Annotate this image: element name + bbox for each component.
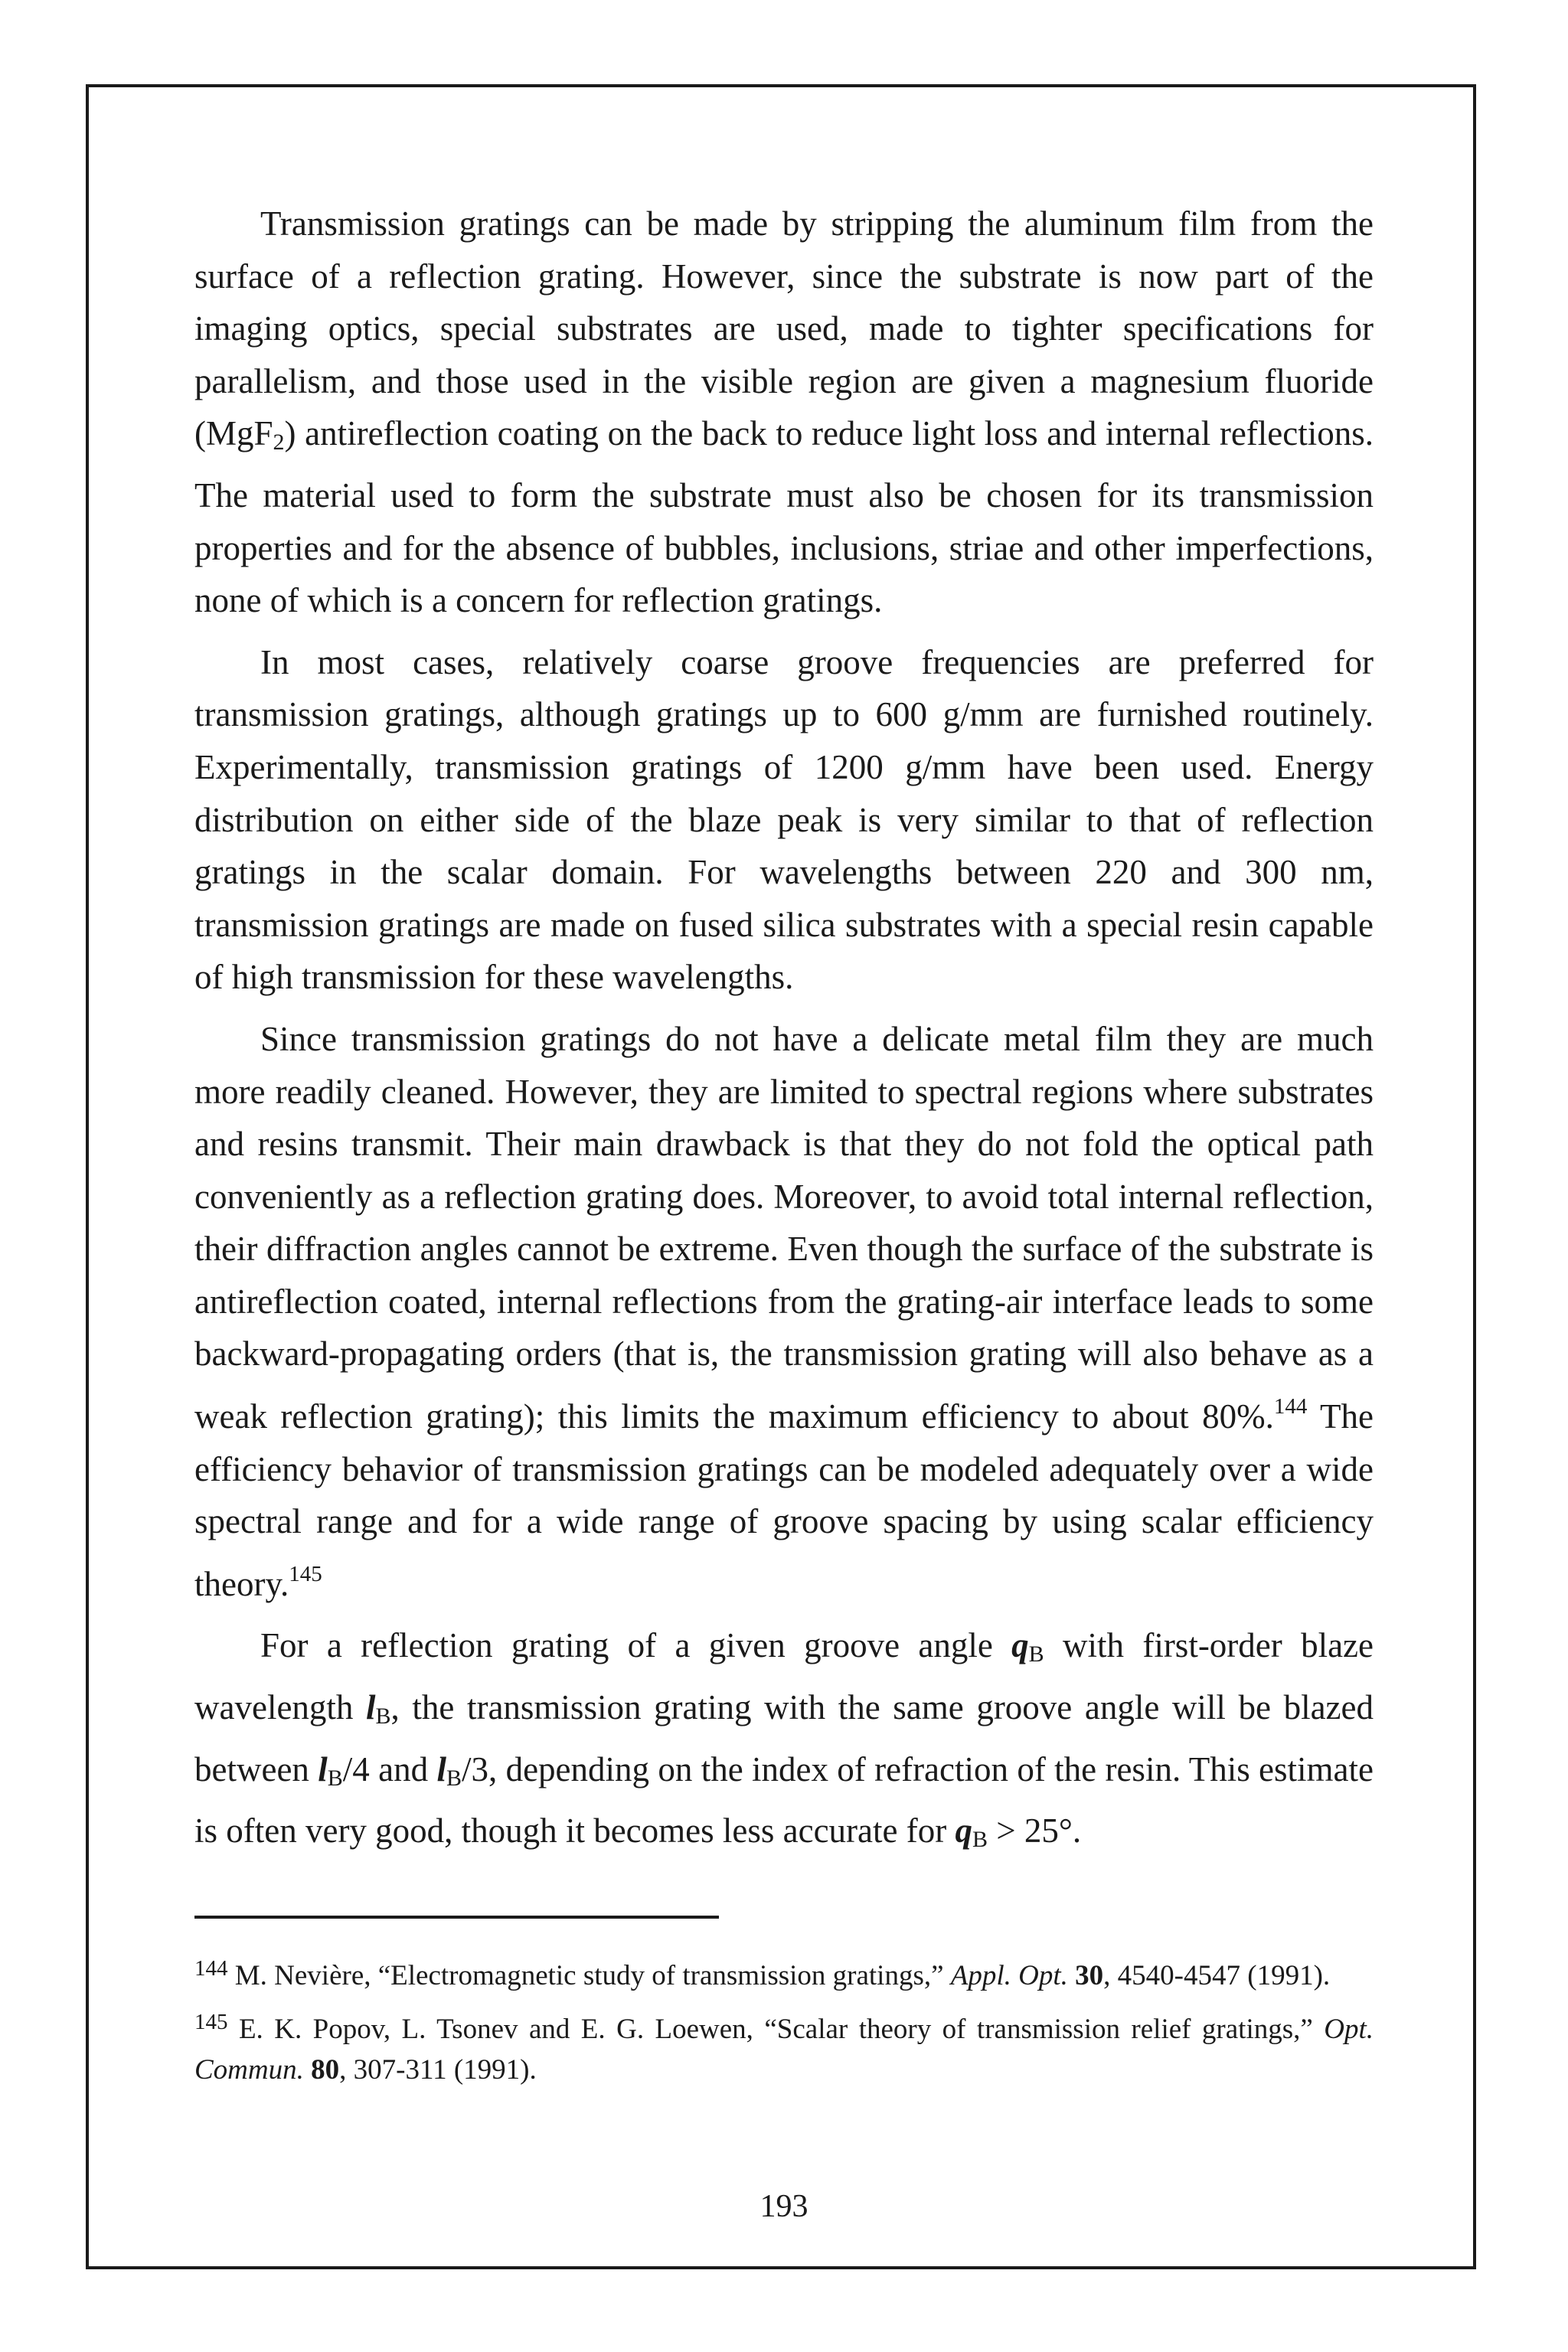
paragraph-4-text-f: > 25°.	[987, 1811, 1082, 1851]
paragraph-1	[194, 198, 1374, 627]
footnote-space	[304, 2054, 311, 2086]
paragraph-4-text-d: /4 and	[342, 1749, 437, 1788]
subscript-B: B	[446, 1765, 462, 1791]
footnote-text-end: , 4540-4547 (1991).	[1103, 1960, 1331, 1991]
theta-symbol: q	[1011, 1626, 1029, 1665]
journal-name: Opt. Commun.	[194, 2014, 1374, 2086]
paragraph-4-text-e: /3, depending on the index of refraction of the resin. This estimate is often very good, though it becomes less accurate for	[194, 1749, 1374, 1851]
body-text	[194, 198, 1374, 1876]
paragraph-2-text: In most cases, relatively coarse groove frequencies are preferred for transmission gratings, although gratings up to 600 g/mm are furnished routinely. Experimentally, transmission gratings of 1200 g/mm have been used. Energy distribution on either side of the blaze peak is very similar to that of reflection gratings in the scalar domain. For wavelengths between 220 and 300 nm, transmission gratings are made on fused silica substrates with a special resin capable of high transmission for these wavelengths.	[194, 642, 1374, 997]
footnote-number: 144	[194, 1956, 228, 1981]
footnotes	[194, 1949, 1374, 2096]
journal-name: Appl. Opt.	[950, 1960, 1068, 1991]
subscript-B: B	[327, 1765, 343, 1791]
paragraph-2	[194, 636, 1374, 1004]
paragraph-1-text: Transmission gratings can be made by stripping the aluminum film from the surface of a reflection grating. However, since the substrate is now part of the imaging optics, special substrates are used, made to tighter specifications for parallelism, and those used in the visible region are given a magnesium fluoride (MgF	[194, 204, 1374, 453]
footnote-space	[1068, 1960, 1075, 1991]
subscript-B: B	[1028, 1642, 1044, 1668]
theta-symbol: q	[955, 1811, 972, 1851]
footnote-ref-145: 145	[289, 1561, 322, 1586]
lambda-symbol: l	[318, 1749, 328, 1788]
volume-number: 30	[1075, 1960, 1104, 1991]
paragraph-3	[194, 1013, 1374, 1611]
footnote-ref-144: 144	[1273, 1394, 1308, 1419]
footnote-separator	[194, 1916, 719, 1919]
page-number: 193	[760, 2189, 808, 2224]
footnote-number: 145	[194, 2010, 228, 2034]
paragraph-3-text-cont: The efficiency behavior of transmission gratings can be modeled adequately over a wide spectral range and for a wide range of groove spacing by using scalar efficiency theory.	[194, 1397, 1374, 1603]
subscript-B: B	[375, 1704, 391, 1730]
lambda-symbol: l	[436, 1749, 446, 1788]
paragraph-1-text-end: ) antireflection coating on the back to reduce light loss and internal reflections. The material used to form the substrate must also be chosen for its transmission properties and for the absence of bubbles, inclusions, striae and other imperfections, none of which is a concern for reflection gratings.	[194, 414, 1374, 620]
paragraph-4	[194, 1619, 1374, 1866]
footnote-text-end: , 307-311 (1991).	[339, 2054, 537, 2086]
paragraph-4-text-c: , the transmission grating with the same groove angle will be blazed between	[194, 1688, 1374, 1788]
volume-number: 80	[311, 2054, 340, 2086]
footnote-144	[194, 1949, 1374, 1996]
footnote-text: E. K. Popov, L. Tsonev and E. G. Loewen, “Scalar theory of transmission relief gratings,”	[227, 2014, 1325, 2045]
footnote-text: M. Nevière, “Electromagnetic study of transmission gratings,”	[227, 1960, 951, 1991]
subscript-2: 2	[273, 430, 285, 456]
paragraph-4-text-b: with first-order blaze wavelength	[194, 1626, 1374, 1727]
footnote-145	[194, 2002, 1374, 2090]
paragraph-4-text: For a reflection grating of a given groove angle	[260, 1626, 1012, 1665]
lambda-symbol: l	[366, 1688, 376, 1727]
subscript-B: B	[972, 1827, 988, 1853]
paragraph-3-text: Since transmission gratings do not have a delicate metal film they are much more readily cleaned. However, they are limited to spectral regions where substrates and resins transmit. Their main drawback is that they do not fold the optical path conveniently as a reflection grating does. Moreover, to avoid total internal reflection, their diffraction angles cannot be extreme. Even though the surface of the substrate is antireflection coated, internal reflections from the grating-air interface leads to some backward-propagating orders (that is, the transmission grating will also behave as a weak reflection grating); this limits the maximum efficiency to about 80%.	[194, 1019, 1374, 1436]
